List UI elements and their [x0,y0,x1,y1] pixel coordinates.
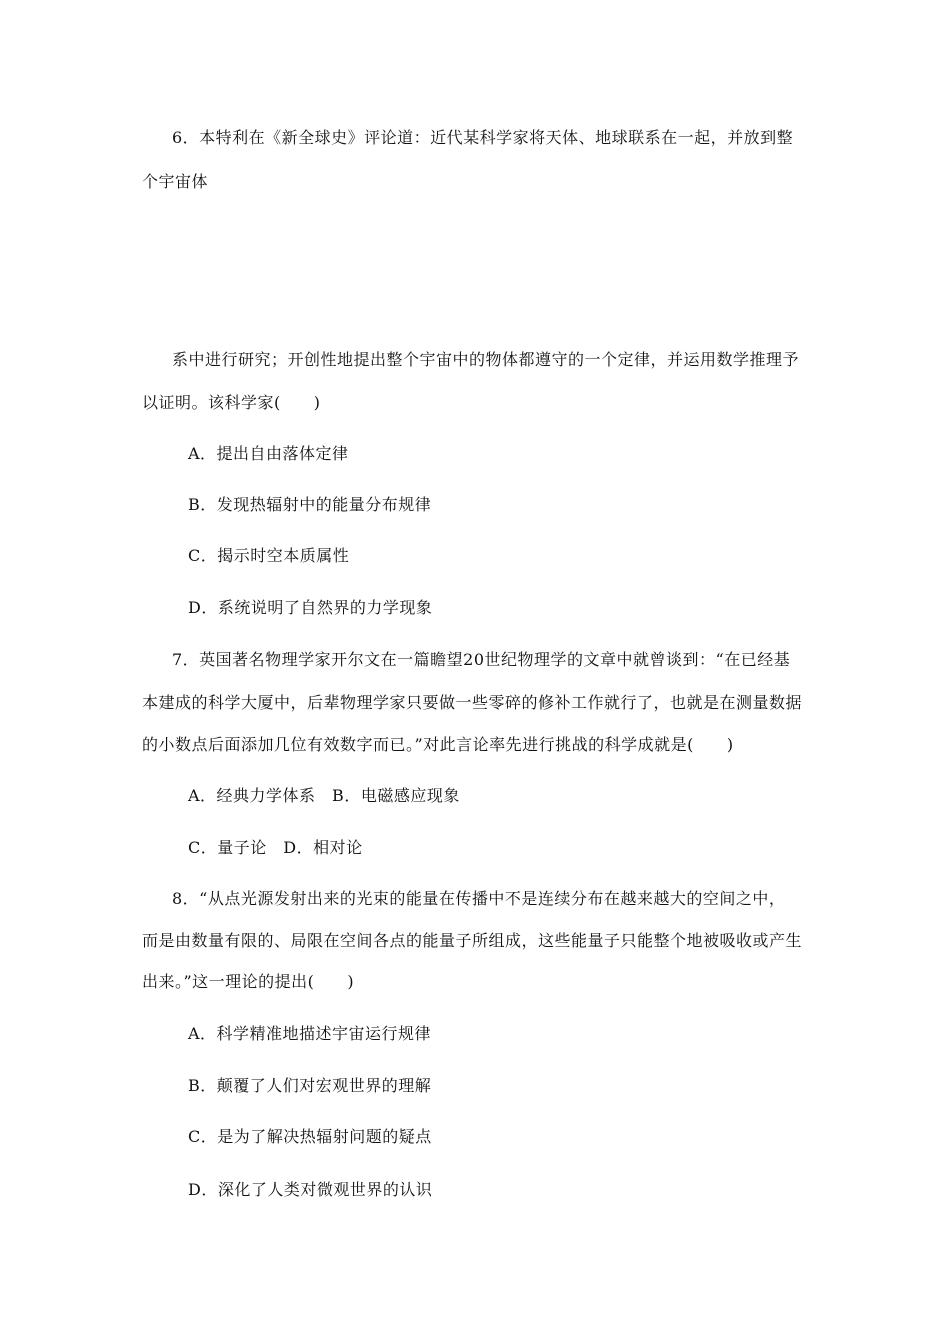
question-text-line: 8．“从点光源发射出来的光束的能量在传播中不是连续分布在越来越大的空间之中， [172,889,786,908]
question-text-line: 7．英国著名物理学家开尔文在一篇瞻望20世纪物理学的文章中就曾谈到：“在已经基 [172,650,791,669]
question-text-line: 以证明。该科学家( ) [142,393,321,412]
option-d: D．深化了人类对微观世界的认识 [188,1180,433,1199]
option-c: C．是为了解决热辐射问题的疑点 [188,1127,432,1146]
option-b: B．颠覆了人们对宏观世界的理解 [188,1076,432,1095]
question-text-line: 6．本特利在《新全球史》评论道：近代某科学家将天体、地球联系在一起，并放到整 [172,128,794,147]
option-a: A．科学精准地描述宇宙运行规律 [188,1024,432,1043]
question-text-line: 而是由数量有限的、局限在空间各点的能量子所组成，这些能量子只能整个地被吸收或产生 [142,931,803,950]
option-ab: A．经典力学体系 B．电磁感应现象 [188,786,460,805]
question-text-line: 本建成的科学大厦中，后辈物理学家只要做一些零碎的修补工作就行了，也就是在测量数据 [142,693,803,712]
question-text-line: 的小数点后面添加几位有效数字而已。”对此言论率先进行挑战的科学成就是( ) [142,735,734,754]
option-c: C．揭示时空本质属性 [188,546,350,565]
question-text-line: 出来。”这一理论的提出( ) [142,972,355,991]
option-d: D．系统说明了自然界的力学现象 [188,598,433,617]
question-text-line: 系中进行研究；开创性地提出整个宇宙中的物体都遵守的一个定律，并运用数学推理予 [172,350,800,369]
option-b: B．发现热辐射中的能量分布规律 [188,495,432,514]
question-text-line: 个宇宙体 [142,172,209,191]
option-a: A．提出自由落体定律 [188,444,349,463]
option-cd: C．量子论 D．相对论 [188,838,363,857]
